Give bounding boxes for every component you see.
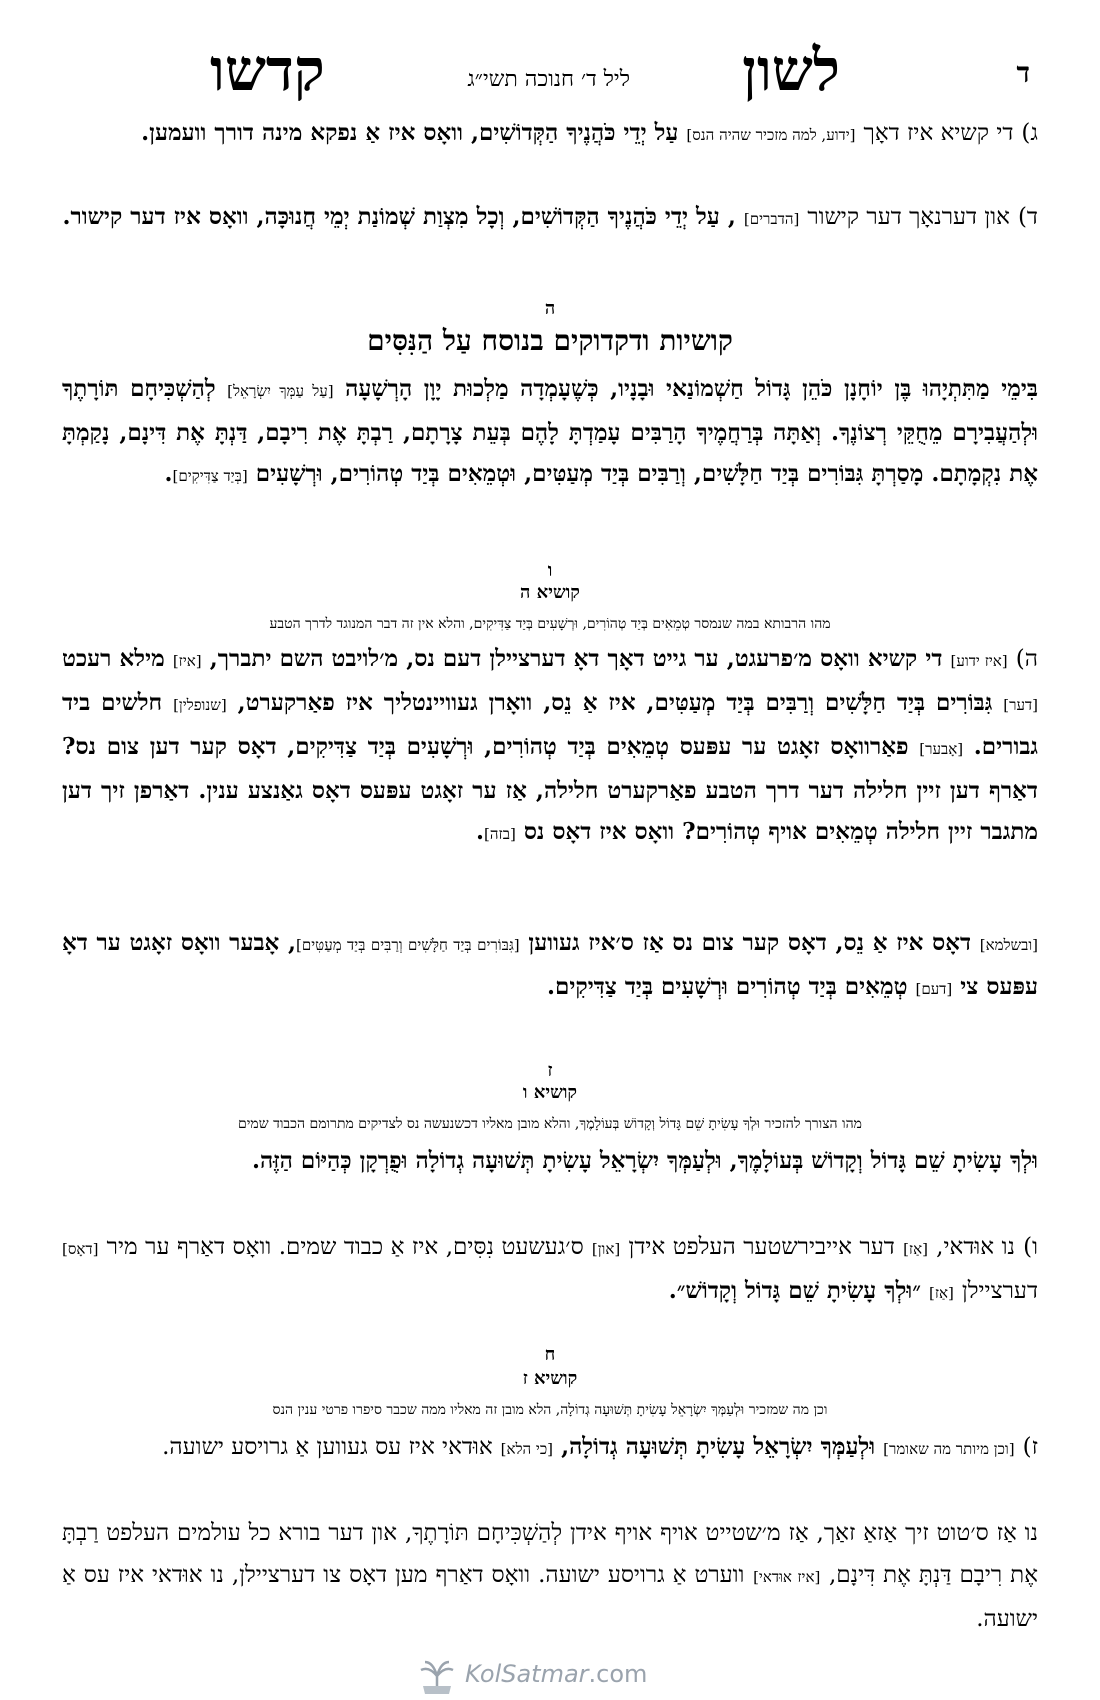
section-title-h: קושיות ודקדוקים בנוסח עַל הַנִּסִּים bbox=[367, 324, 733, 357]
kushya-title-7: קושיא ז bbox=[522, 1368, 578, 1389]
kolsatmar-watermark bbox=[415, 1656, 715, 1696]
paragraph-z-continued: נו אַז ס׳טוט זיך אַזאַ זאַך, אַז מ׳שטייט אויף אויף אידן לְהַשְׁכִּיחָם תּוֹרָתֶךָ, און דער בורא כל עולמים העלפט רַבְתָּ אֶת רִיבָם דַּנְתָּ אֶת דִּינָם, [איז אוּדאי] ווערט אַ גרויסע ישועה. וואָס דאַרף מען דאָס צו דערציילן, נו אוּדאי איז עס אַ ישועה. bbox=[62, 1520, 1038, 1632]
section-letter-ch: ח bbox=[544, 1344, 556, 1365]
paragraph-z: ז) [וכן מיותר מה שאומר] וּלְעַמְּךָ יִשְׂרָאֵל עָשִׂיתָ תְּשׁוּעָה גְדוֹלָה, [כי הלא] אוּדאי איז עס געווען אַ גרויסע ישועה. bbox=[162, 1433, 1038, 1460]
kushya-summary-6: מהו הצורך להזכיר וּלְךָ עָשִׂיתָ שֵׁם גָּדוֹל וְקָדוֹשׁ בְּעוֹלָמֶךָ, והלא מובן מאליו דכשנעשה נס לצדיקים מתרומם הכבוד שמים bbox=[238, 1116, 862, 1132]
al-hanisim-text: בִּימֵי מַתִּתְיָהוּ בֶּן יוֹחָנָן כֹּהֵן גָּדוֹל חַשְׁמוֹנַאי וּבָנָיו, כְּשֶׁעָמְדָה מַלְכוּת יָוָן הָרְשָׁעָה [עַל עַמְּךָ יִשְׂרָאֵל] לְהַשְׁכִּיחָם תּוֹרָתֶךָ וּלְהַעֲבִירָם מֵחֻקֵּי רְצוֹנֶךָ. וְאַתָּה בְּרַחֲמֶיךָ הָרַבִּים עָמַדְתָּ לָהֶם בְּעֵת צָרָתָם, רַבְתָּ אֶת רִיבָם, דַּנְתָּ אֶת דִּינָם, נָקַמְתָּ אֶת נִקְמָתָם. מָסַרְתָּ גִּבּוֹרִים בְּיַד חַלָּשִׁים, וְרַבִּים בְּיַד מְעַטִּים, וּטְמֵאִים בְּיַד טְהוֹרִים, וּרְשָׁעִים [בְּיַד צַדִּיקִים]. bbox=[62, 375, 1038, 487]
kushya-summary-7: וכן מה שמזכיר וּלְעַמְּךָ יִשְׂרָאֵל עָשִׂיתָ תְּשׁוּעָה גְדוֹלָה, הלא מובן זה מאליו ממה שכבר סיפרו פרטי ענין הנס bbox=[272, 1402, 828, 1418]
header-date: ליל ד׳ חנוכה תשי״ג bbox=[467, 67, 630, 92]
kushya-title-6: קושיא ו bbox=[522, 1082, 578, 1103]
section-letter-z: ז bbox=[547, 1060, 553, 1081]
section-letter-h: ה bbox=[544, 298, 556, 319]
paragraph-h-continued: [ובשלמא] דאָס איז אַ נֵס, דאָס קער צום נס אַז ס׳איז געווען [גִּבּוֹרִים בְּיַד חַלָּשִׁים וְרַבִּים בְּיַד מְעַטִּים], אָבער וואָס זאָגט ער דאָ עפּעס צי [דעם] טְמֵאִים בְּיַד טְהוֹרִים וּרְשָׁעִים בְּיַד צַדִּיקִים. bbox=[62, 929, 1039, 1000]
kushya-summary-5: מהו הרבותא במה שנמסר טְמֵאִים בְּיַד טְהוֹרִים, וּרְשָׁעִים בְּיַד צַדִּיקִים, והלא אין זה דבר המנוגד לדרך הטבע bbox=[269, 616, 831, 632]
paragraph-g: ג) די קשיא איז דאָך [ידוע, למה מזכיר שהיה הנס] עַל יְדֵי כֹּהֲנֶיךָ הַקְּדוֹשִׁים, וואָס איז אַ נפקא מינה דורך ווע‏מען. bbox=[141, 119, 1038, 146]
kushya-title-5: קושיא ה bbox=[520, 582, 580, 603]
palm-tree-book-icon bbox=[415, 1656, 459, 1696]
page-letter: ד bbox=[1016, 56, 1030, 89]
section-letter-v: ו bbox=[547, 560, 553, 581]
running-title-left: קדשו bbox=[210, 36, 325, 104]
page-header bbox=[70, 36, 1030, 110]
paragraph-v: ו) נו אוּדאי, [אַז] דער אייבירשטער העלפט אידן [און] ס׳געשעט נִסִּים, איז אַ כבוד שמים. וואָס דאַרף ער מיר [דאָס] דערציילן [אַז] ״וּלְךָ עָשִׂיתָ שֵׁם גָּדוֹל וְקָדוֹשׁ״. bbox=[62, 1234, 1039, 1304]
paragraph-h: ה) [איז ידוע] די קשיא וואָס מ׳פרעגט, ער גייט דאָך דאָ דערציילן דעם נס, מ׳לויבט השם יתברך, [איז] מילא רעכט [דער] גִּבּוֹרִים בְּיַד חַלָּשִׁים וְרַבִּים בְּיַד מְעַטִּים, איז אַ נֵס, וואָרן געוויינטליך איז פאַרקערט, [שנופלין] חלשים ביד גבורים. [אָבער] פאַרוואָס זאָגט ער עפּעס טְמֵאִים בְּיַד טְהוֹרִים, וּרְשָׁעִים בְּיַד צַדִּיקִים, דאָס קער דען צום נס? דאַרף דען זיין חלילה דער דרך הטבע פאַרקערט חלילה, אַז ער זאָגט עפּעס דאָס גאַנצע ענין. דאַרפן זיך דען מתגבר זיין חלילה טְמֵאִים אויף טְהוֹרִים? וואָס איז דאָס נס [בזה]. bbox=[62, 645, 1038, 845]
ulecha-quote: וּלְךָ עָשִׂיתָ שֵׁם גָּדוֹל וְקָדוֹשׁ בְּעוֹלָמֶךָ, וּלְעַמְּךָ יִשְׂרָאֵל עָשִׂיתָ תְּשׁוּעָה גְדוֹלָה וּפֻרְקָן כְּהַיּוֹם הַזֶּה. bbox=[252, 1147, 1038, 1174]
running-title-right: לשון bbox=[742, 36, 840, 104]
watermark-text: KolSatmar.com bbox=[465, 1660, 648, 1688]
paragraph-d: ד) און דערנאָך דער קישור [הדברים] , עַל יְדֵי כֹּהֲנֶיךָ הַקְּדוֹשִׁים, וְכָל מִצְוַת שְׁמוֹנַת יְמֵי חֲנוּכָּה, וואָס איז דער קישור. bbox=[62, 203, 1038, 230]
